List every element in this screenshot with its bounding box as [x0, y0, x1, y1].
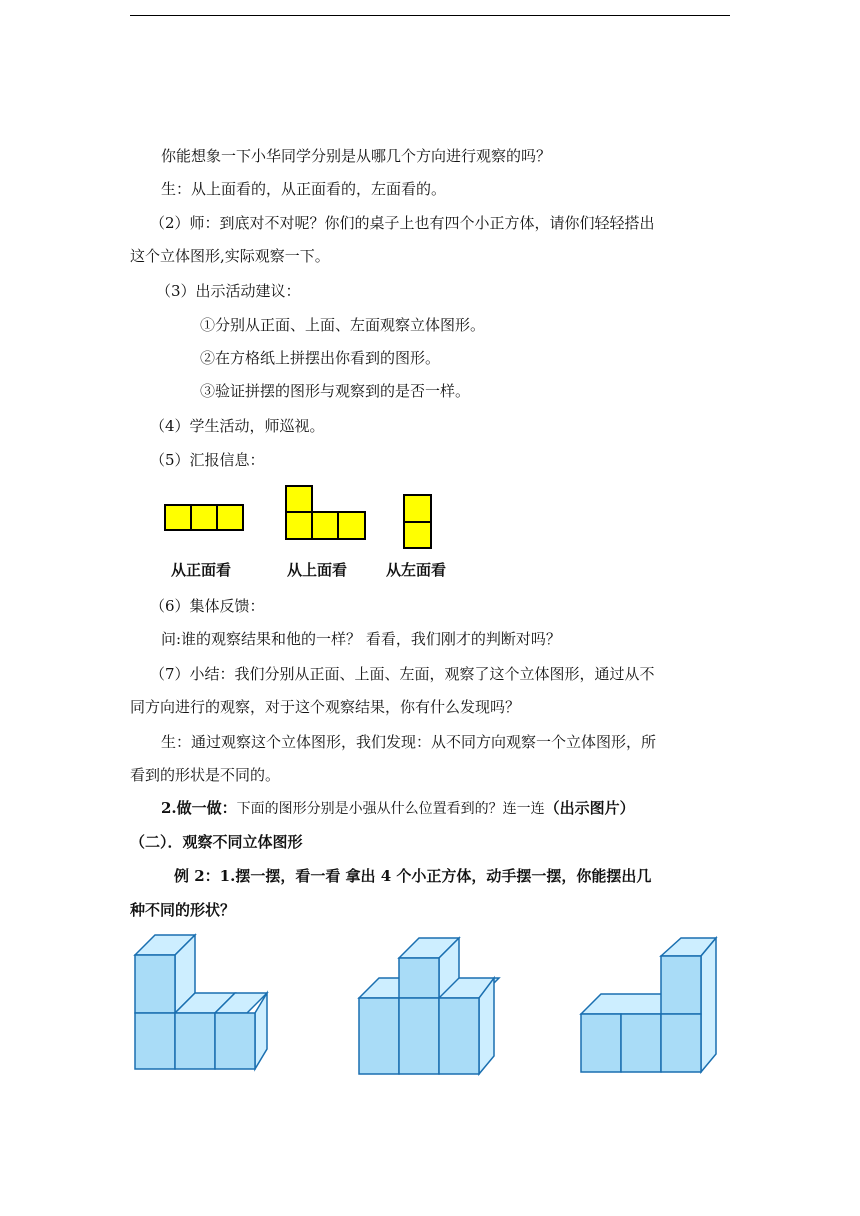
- caption-front-view: 从正面看: [171, 561, 232, 579]
- cube-arrangement-3: [581, 938, 717, 1076]
- exercise-text: 下面的图形分别是小强从什么位置看到的？连一连: [236, 801, 545, 817]
- text-line: 看到的形状是不同的。: [130, 766, 281, 784]
- cube-arrangement-2: [359, 938, 497, 1078]
- top-view-diagram: [285, 485, 367, 541]
- caption-top-view: 从上面看: [287, 561, 348, 579]
- example-line: 例 2：1.摆一摆，看一看 拿出 4 个小正方体，动手摆一摆，你能摆出几: [174, 867, 652, 885]
- text-line: （2）师：到底对不对呢？你们的桌子上也有四个小正方体，请你们轻轻搭出: [150, 214, 655, 232]
- text-line: （4）学生活动，师巡视。: [150, 417, 325, 435]
- text-line: 生：通过观察这个立体图形，我们发现：从不同方向观察一个立体图形，所: [161, 733, 657, 751]
- exercise-label: 2.做一做：: [161, 799, 237, 817]
- text-line: 你能想象一下小华同学分别是从哪几个方向进行观察的吗？: [161, 147, 552, 165]
- activity-suggestion: ③验证拼摆的图形与观察到的是否一样。: [200, 382, 471, 400]
- text-line: （3）出示活动建议：: [156, 282, 301, 300]
- text-line: 问:谁的观察结果和他的一样？ 看看，我们刚才的判断对吗？: [161, 630, 561, 648]
- exercise-line: [161, 798, 635, 819]
- text-line: 这个立体图形,实际观察一下。: [130, 247, 330, 265]
- text-line: （5）汇报信息：: [150, 451, 265, 469]
- text-line: （7）小结：我们分别从正面、上面、左面，观察了这个立体图形，通过从不: [150, 665, 655, 683]
- caption-left-view: 从左面看: [386, 561, 447, 579]
- text-line: 生：从上面看的，从正面看的，左面看的。: [161, 180, 447, 198]
- section-heading: （二）．观察不同立体图形: [130, 833, 303, 851]
- text-line: 同方向进行的观察，对于这个观察结果，你有什么发现吗？: [130, 698, 521, 716]
- exercise-note: （出示图片）: [544, 799, 635, 817]
- text-line: （6）集体反馈：: [150, 597, 265, 615]
- cube-arrangement-1: [135, 935, 270, 1075]
- example-line: 种不同的形状？: [130, 901, 236, 919]
- header-rule: [130, 15, 730, 16]
- activity-suggestion: ②在方格纸上拼摆出你看到的图形。: [200, 349, 441, 367]
- activity-suggestion: ①分别从正面、上面、左面观察立体图形。: [200, 316, 486, 334]
- left-view-diagram: [403, 494, 433, 550]
- front-view-diagram: [164, 504, 244, 532]
